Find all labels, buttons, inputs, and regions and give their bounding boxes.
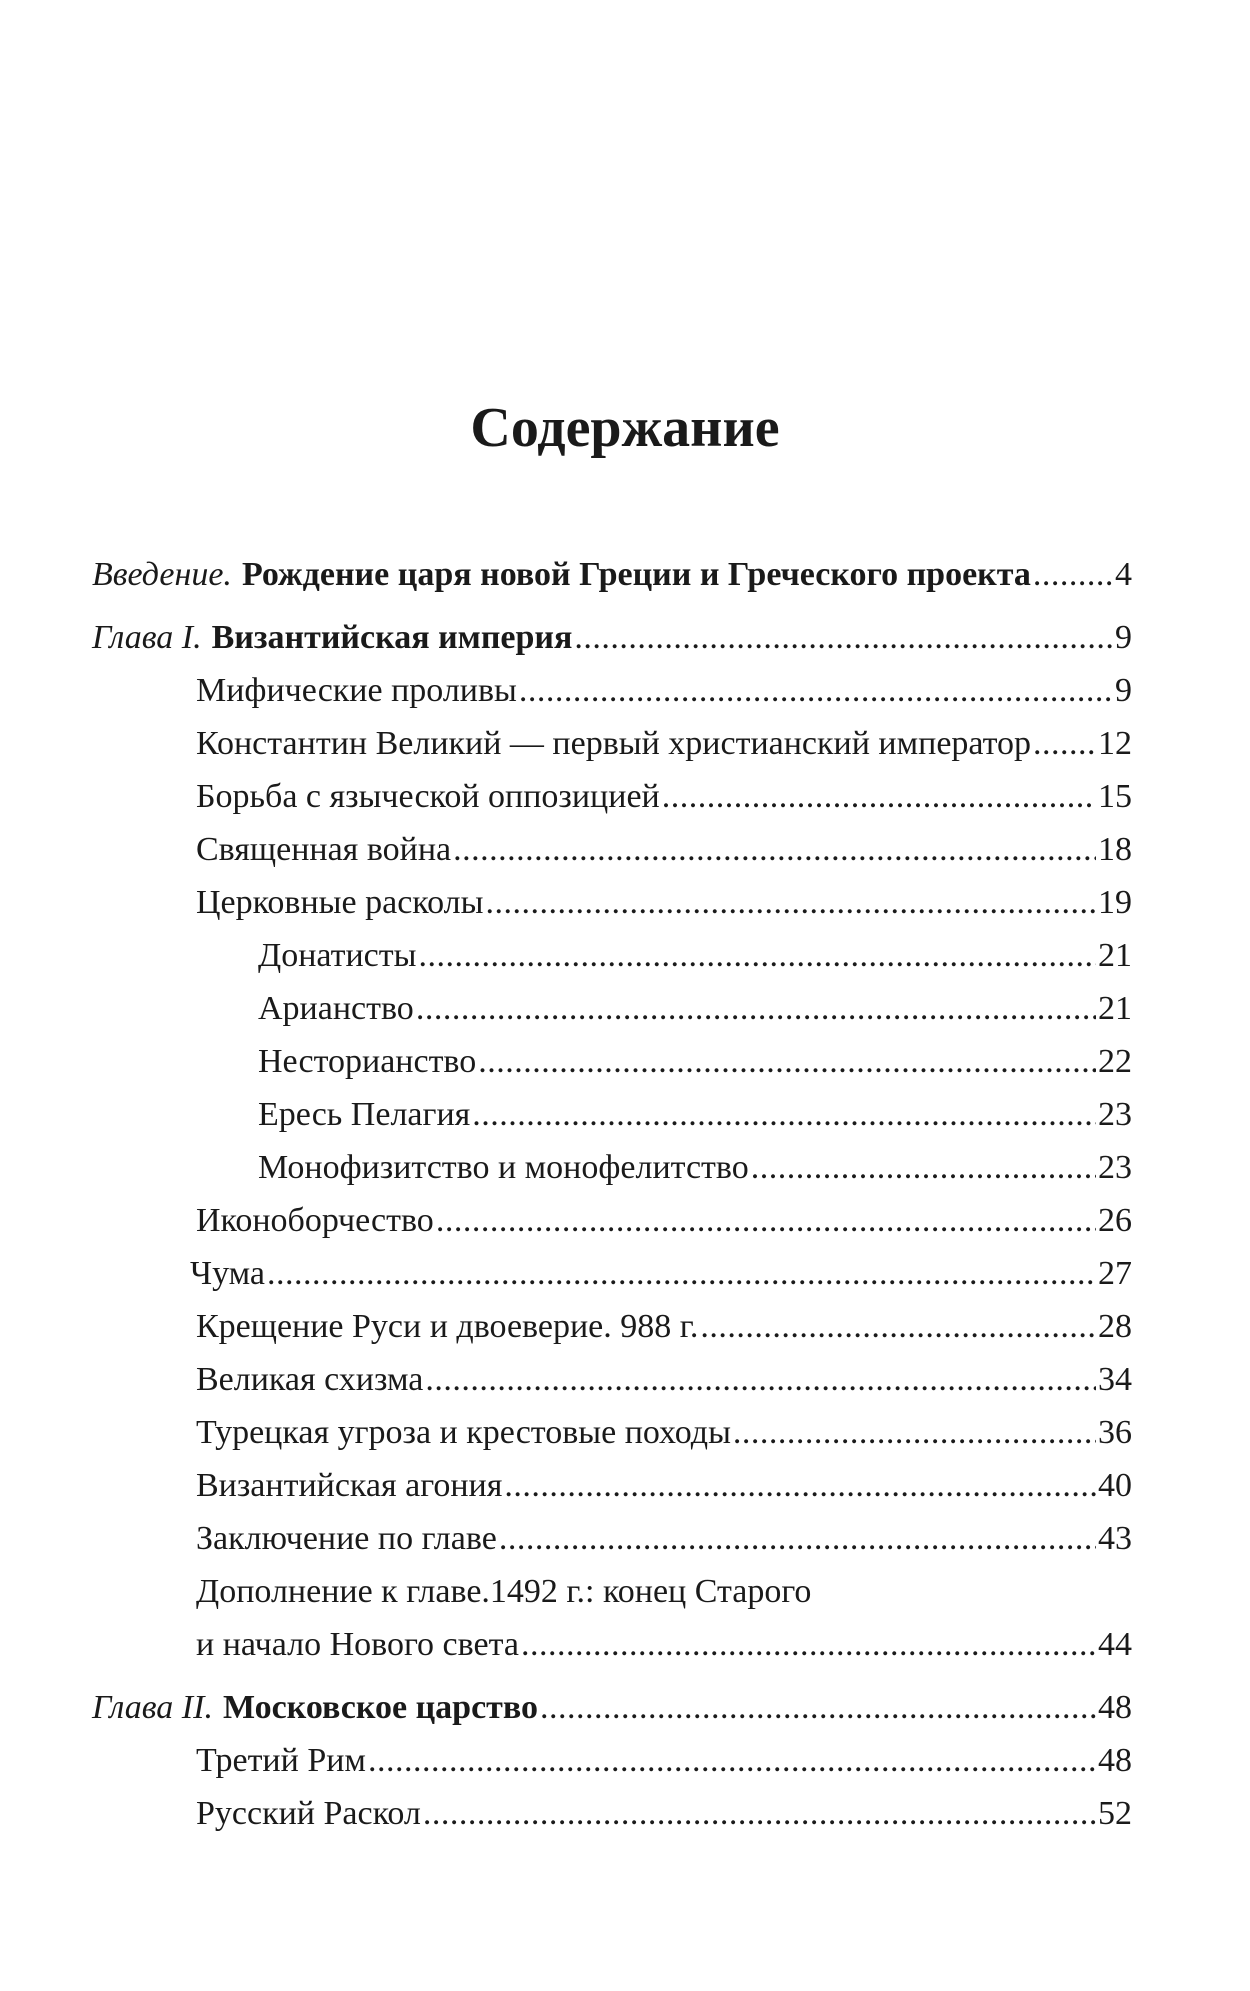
page-number: 40 (1098, 1467, 1132, 1504)
dot-leader (521, 1618, 1096, 1671)
entry-label: Турецкая угроза и крестовые походы (196, 1414, 731, 1451)
page-number: 36 (1098, 1414, 1132, 1451)
dot-leader (662, 770, 1096, 823)
page-number: 28 (1098, 1308, 1132, 1345)
page-number: 52 (1098, 1795, 1132, 1832)
entry-label: Несторианство (258, 1043, 477, 1080)
toc-entry[interactable] (92, 1194, 1132, 1247)
entry-label: Донатисты (258, 937, 417, 974)
entry-label-line-1: Дополнение к главе.1492 г.: конец Старого (196, 1573, 812, 1610)
toc-entry-chapter-1[interactable] (92, 611, 1132, 664)
entry-label: Монофизитство и монофелитство (258, 1149, 749, 1186)
dot-leader (436, 1194, 1096, 1247)
toc-entry[interactable] (92, 1459, 1132, 1512)
entry-lead: Введение. (92, 556, 232, 593)
entry-label: Крещение Руси и двоеверие. 988 г. (196, 1308, 699, 1345)
toc-entry[interactable] (92, 1406, 1132, 1459)
dot-leader (700, 1300, 1096, 1353)
entry-label-line-2: и начало Нового света (196, 1626, 519, 1663)
toc-entry[interactable] (92, 876, 1132, 929)
entry-lead: Глава I. (92, 619, 202, 656)
entry-label: Мифические проливы (196, 672, 517, 709)
dot-leader (485, 876, 1096, 929)
toc-subentry[interactable] (92, 1088, 1132, 1141)
dot-leader (519, 664, 1113, 717)
dot-leader (453, 823, 1096, 876)
page-number: 27 (1098, 1255, 1132, 1292)
table-of-contents (92, 548, 1132, 1840)
toc-entry[interactable] (92, 823, 1132, 876)
toc-entry[interactable] (92, 1300, 1132, 1353)
toc-entry-introduction[interactable] (92, 548, 1132, 601)
dot-leader (418, 929, 1096, 982)
entry-label: Арианство (258, 990, 414, 1027)
dot-leader (1033, 717, 1096, 770)
entry-title: Византийская империя (211, 619, 573, 656)
page-number: 12 (1098, 725, 1132, 762)
page-number: 48 (1098, 1742, 1132, 1779)
toc-subentry[interactable] (92, 982, 1132, 1035)
entry-label: Иконоборчество (196, 1202, 434, 1239)
entry-label: Борьба с языческой оппозицией (196, 778, 660, 815)
entry-label: Великая схизма (196, 1361, 424, 1398)
entry-lead: Глава II. (92, 1689, 213, 1726)
dot-leader (478, 1035, 1096, 1088)
dot-leader (751, 1141, 1096, 1194)
toc-subentry[interactable] (92, 929, 1132, 982)
toc-entry-chapter-2[interactable] (92, 1681, 1132, 1734)
entry-label: Третий Рим (196, 1742, 366, 1779)
page-title: Содержание (470, 397, 780, 459)
toc-entry[interactable] (92, 1247, 1132, 1300)
page-number: 18 (1098, 831, 1132, 868)
entry-title: Московское царство (222, 1689, 539, 1726)
page-number: 23 (1098, 1096, 1132, 1133)
toc-subentry[interactable] (92, 1035, 1132, 1088)
toc-entry[interactable] (92, 1787, 1132, 1840)
entry-label: Заключение по главе (196, 1520, 497, 1557)
toc-entry[interactable] (92, 1353, 1132, 1406)
page-number: 9 (1115, 619, 1132, 656)
toc-entry[interactable] (92, 1734, 1132, 1787)
page-number: 4 (1115, 556, 1132, 593)
dot-leader (540, 1681, 1096, 1734)
toc-entry[interactable] (92, 664, 1132, 717)
entry-label: Чума (190, 1255, 266, 1292)
page-number: 43 (1098, 1520, 1132, 1557)
page-number: 26 (1098, 1202, 1132, 1239)
toc-entry[interactable] (92, 770, 1132, 823)
dot-leader (504, 1459, 1096, 1512)
toc-entry[interactable] (92, 717, 1132, 770)
toc-entry-supplement[interactable] (92, 1565, 1132, 1671)
page-number: 44 (1098, 1626, 1132, 1663)
dot-leader (1033, 548, 1113, 601)
dot-leader (423, 1787, 1096, 1840)
page-number: 21 (1098, 937, 1132, 974)
page-number: 9 (1115, 672, 1132, 709)
entry-label: Русский Раскол (196, 1795, 421, 1832)
entry-label: Священная война (196, 831, 452, 868)
entry-label: Константин Великий — первый христианский император (196, 725, 1032, 762)
page-number: 15 (1098, 778, 1132, 815)
dot-leader (425, 1353, 1096, 1406)
page-number: 22 (1098, 1043, 1132, 1080)
page-number: 21 (1098, 990, 1132, 1027)
entry-label: Ересь Пелагия (258, 1096, 471, 1133)
dot-leader (499, 1512, 1096, 1565)
dot-leader (368, 1734, 1096, 1787)
toc-subentry[interactable] (92, 1141, 1132, 1194)
page-number: 23 (1098, 1149, 1132, 1186)
entry-label: Церковные расколы (196, 884, 484, 921)
toc-entry[interactable] (92, 1512, 1132, 1565)
dot-leader (416, 982, 1096, 1035)
dot-leader (472, 1088, 1096, 1141)
dot-leader (574, 611, 1113, 664)
dot-leader (267, 1247, 1096, 1300)
page-number: 19 (1098, 884, 1132, 921)
page-number: 34 (1098, 1361, 1132, 1398)
dot-leader (733, 1406, 1096, 1459)
entry-label: Византийская агония (196, 1467, 503, 1504)
page-number: 48 (1098, 1689, 1132, 1726)
entry-title: Рождение царя новой Греции и Греческого проекта (241, 556, 1031, 593)
